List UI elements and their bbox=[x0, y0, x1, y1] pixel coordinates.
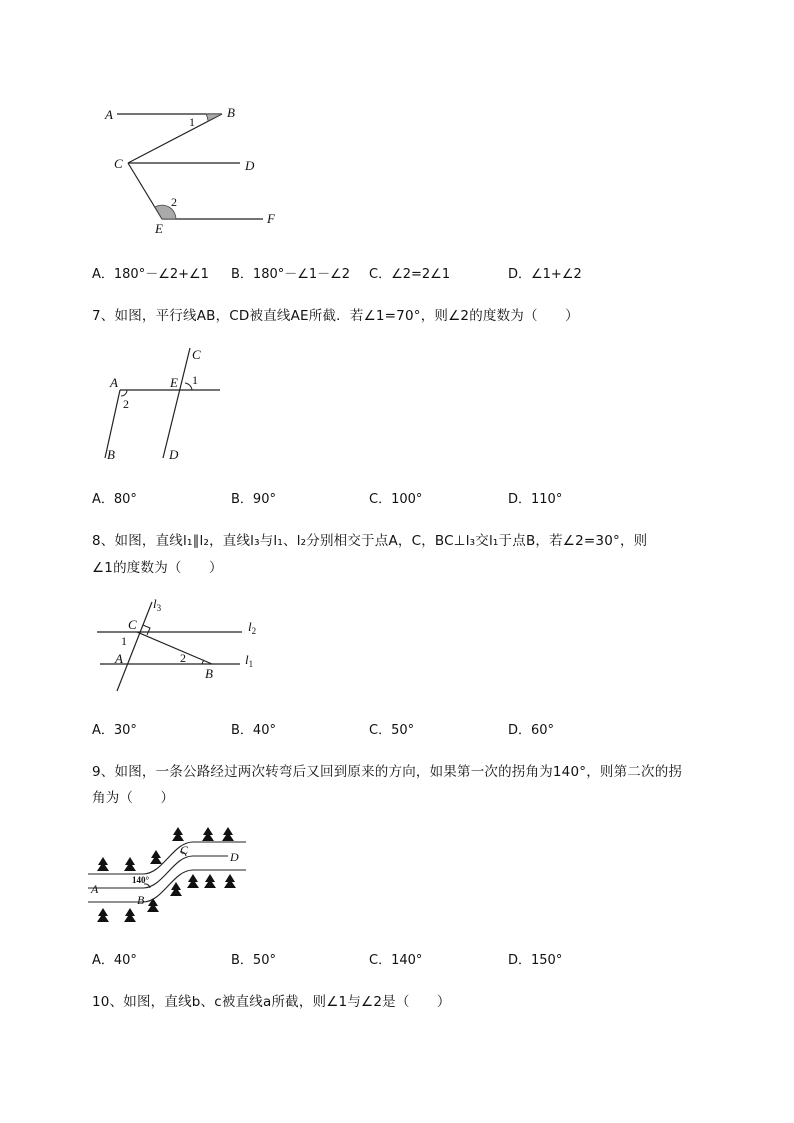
q6-option-b: B．180°－∠1－∠2 bbox=[231, 267, 351, 282]
q9-option-c: C．140° bbox=[369, 953, 423, 968]
q8-option-d: D．60° bbox=[508, 723, 555, 738]
q7-option-d: D．110° bbox=[508, 492, 563, 507]
q7-stem: 7、如图，平行线AB，CD被直线AE所截．若∠1=70°，则∠2的度数为（ ） bbox=[92, 308, 579, 324]
q6-label-f: F bbox=[267, 211, 275, 226]
q6-option-d: D．∠1+∠2 bbox=[508, 267, 582, 282]
q8-stem-line1: 8、如图，直线l₁∥l₂，直线l₃与l₁、l₂分别相交于点A，C，BC⊥l₃交l₁于点B，若∠2=30°，则 bbox=[92, 533, 648, 549]
q7-option-c: C．100° bbox=[369, 492, 423, 507]
q9-label-b: B bbox=[137, 893, 145, 907]
q8-label-b: B bbox=[205, 666, 213, 681]
q8-option-b: B．40° bbox=[231, 723, 276, 738]
q8-label-l1: $l_1$ bbox=[245, 652, 254, 669]
q7-label-e: E bbox=[170, 375, 178, 390]
q9-option-b: B．50° bbox=[231, 953, 276, 968]
q8-angle1-label: 1 bbox=[121, 634, 127, 648]
q8-label-a: A bbox=[115, 651, 123, 666]
q7-label-a: A bbox=[110, 375, 118, 390]
q6-option-c: C．∠2=2∠1 bbox=[369, 267, 451, 282]
q6-angle1-label: 1 bbox=[189, 115, 195, 129]
q8-label-l3: $l_3$ bbox=[153, 596, 162, 613]
q7-label-c: C bbox=[192, 347, 201, 362]
q6-label-b: B bbox=[227, 105, 235, 120]
q9-stem-line1: 9、如图，一条公路经过两次转弯后又回到原来的方向，如果第一次的拐角为140°，则第二次的拐 bbox=[92, 764, 683, 780]
q6-label-e: E bbox=[155, 221, 163, 236]
q7-angle2-label: 2 bbox=[123, 397, 129, 411]
q7-label-b: B bbox=[107, 447, 115, 462]
q9-label-a: A bbox=[91, 882, 99, 896]
q6-label-a: A bbox=[105, 107, 113, 122]
q8-figure bbox=[92, 594, 267, 694]
q9-angle-label: 140° bbox=[132, 875, 150, 885]
q6-label-c: C bbox=[114, 156, 123, 171]
q6-option-a: A．180°－∠2+∠1 bbox=[92, 267, 209, 282]
q8-option-a: A．30° bbox=[92, 723, 137, 738]
q9-label-c: C bbox=[180, 843, 189, 857]
q7-option-a: A．80° bbox=[92, 492, 137, 507]
q9-option-a: A．40° bbox=[92, 953, 137, 968]
q6-label-d: D bbox=[245, 158, 255, 173]
q9-figure bbox=[88, 822, 248, 927]
q8-stem-line2: ∠1的度数为（ ） bbox=[92, 560, 223, 576]
q9-stem-line2: 角为（ ） bbox=[92, 790, 175, 806]
q7-angle1-label: 1 bbox=[192, 373, 198, 387]
q9-label-d: D bbox=[230, 850, 239, 864]
q8-angle2-label: 2 bbox=[180, 651, 186, 665]
q8-option-c: C．50° bbox=[369, 723, 415, 738]
q7-figure bbox=[100, 343, 230, 468]
q9-option-d: D．150° bbox=[508, 953, 563, 968]
q6-angle2-label: 2 bbox=[171, 195, 177, 209]
q6-figure bbox=[95, 95, 295, 240]
q7-option-b: B．90° bbox=[231, 492, 276, 507]
q10-stem: 10、如图，直线b、c被直线a所截，则∠1与∠2是（ ） bbox=[92, 994, 451, 1010]
q7-label-d: D bbox=[169, 447, 179, 462]
q8-label-c: C bbox=[128, 617, 137, 632]
q8-label-l2: $l_2$ bbox=[248, 619, 257, 636]
